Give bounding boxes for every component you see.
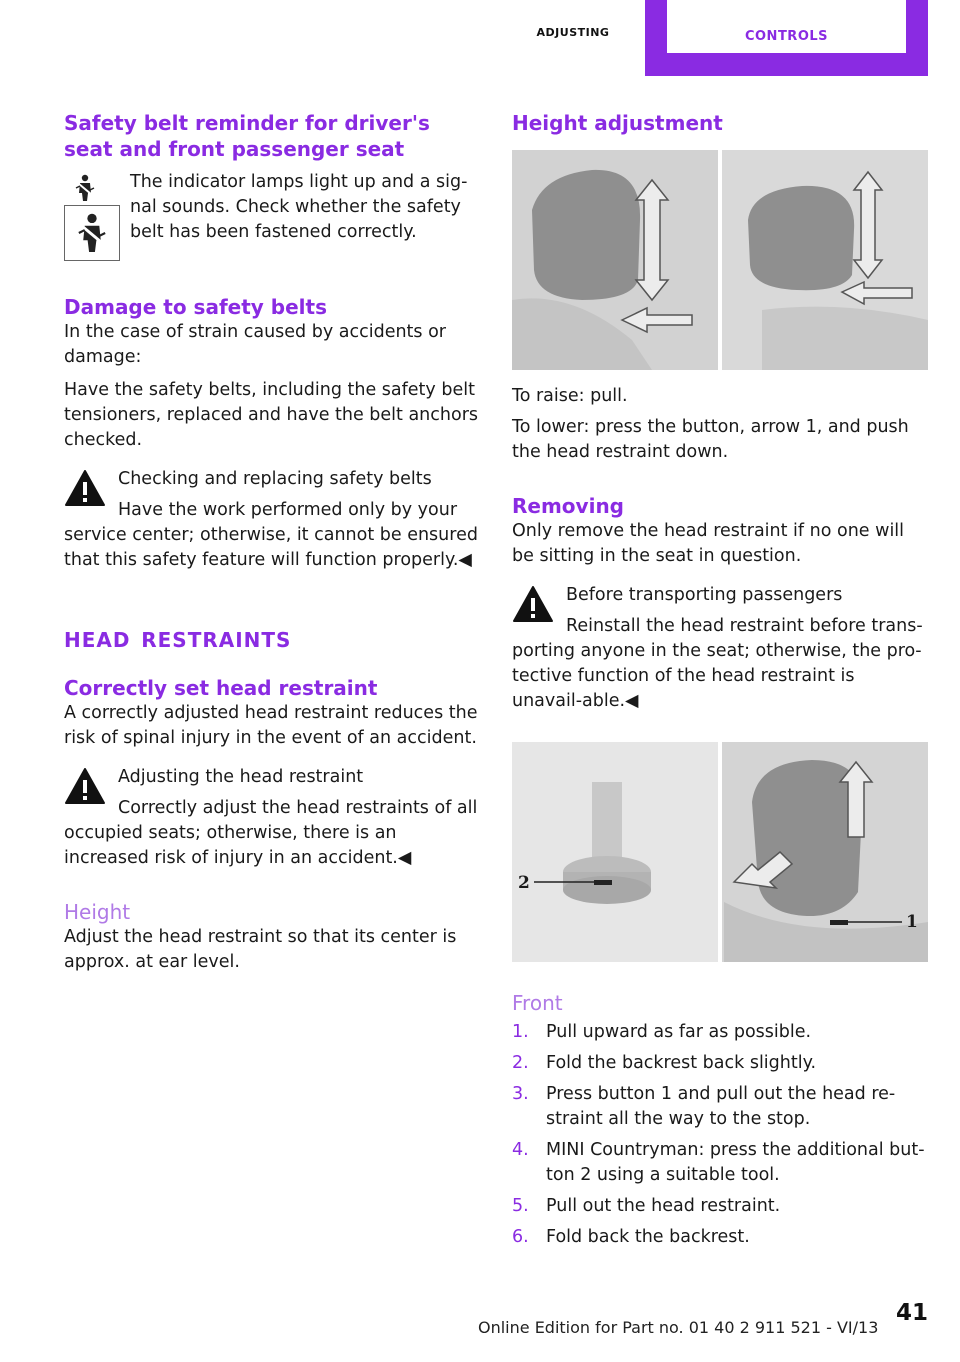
seatbelt-warning-lamp-icon (64, 205, 120, 261)
warning-box-passengers (512, 583, 928, 714)
warning-box-adjusting (64, 765, 480, 871)
head-restraint-height-photo (512, 150, 928, 370)
head-restraint-removal-illustration (512, 742, 928, 962)
removing-heading: Removing (512, 494, 624, 518)
head-restraints-heading: head restraints (64, 621, 292, 654)
list-item-number: 4. (512, 1140, 529, 1160)
list-item-text: MINI Countryman: press the additional but‐ton 2 using a suitable tool. (546, 1140, 925, 1185)
list-item-text: Pull out the head restraint. (546, 1196, 781, 1216)
chapter-tab-label: controls (667, 0, 906, 53)
seatbelt-indicator-icon (72, 174, 98, 202)
footer-edition-text: Online Edition for Part no. 01 40 2 911 521 - VI/13 (478, 1318, 879, 1337)
warning-title-passengers: Before transporting passengers (566, 585, 843, 605)
list-item (512, 1225, 928, 1250)
warning-box-belts (64, 467, 480, 573)
belt-reminder-heading: Safety belt reminder for driver's seat and front passenger seat (64, 111, 430, 161)
list-item (512, 1082, 928, 1132)
removing-text: Only remove the head restraint if no one will be sitting in the seat in question. (512, 521, 905, 566)
head-restraint-removal-photo (512, 742, 928, 962)
head-restraint-height-illustration (512, 150, 928, 370)
list-item (512, 1051, 928, 1076)
warning-title-belts: Checking and replacing safety belts (118, 469, 432, 489)
warning-text-adjusting: Correctly adjust the head restraints of all occupied seats; otherwise, there is an increased risk of injury in an accident.◀ (64, 798, 478, 868)
damage-paragraph-2: Have the safety belts, including the safety belt tensioners, replaced and have the belt anchors checked. (64, 380, 479, 450)
warning-triangle-icon (64, 469, 106, 507)
damage-heading: Damage to safety belts (64, 295, 327, 319)
list-item-number: 6. (512, 1227, 529, 1247)
list-item-number: 5. (512, 1196, 529, 1216)
warning-triangle-icon (64, 767, 106, 805)
photo-callout-1: 1 (906, 912, 918, 932)
belt-reminder-text: The indicator lamps light up and a sig‐nal sounds. Check whether the safety belt has been fastened correctly. (130, 172, 468, 242)
damage-paragraph-1: In the case of strain caused by accidents or damage: (64, 322, 446, 367)
warning-text-belts: Have the work performed only by your service center; otherwise, it cannot be ensured that this safety feature will function properly.◀ (64, 500, 478, 570)
list-item-text: Fold back the backrest. (546, 1227, 750, 1247)
height-text: Adjust the head restraint so that its center is approx. at ear level. (64, 927, 457, 972)
list-item (512, 1138, 928, 1188)
page-number: 41 (896, 1300, 929, 1326)
list-item (512, 1194, 928, 1219)
list-item-number: 2. (512, 1053, 529, 1073)
photo-callout-2: 2 (518, 873, 530, 893)
list-item (512, 1020, 928, 1045)
correct-restraint-heading: Correctly set head restraint (64, 676, 378, 700)
list-item-number: 1. (512, 1022, 529, 1042)
section-tab-adjusting: adjusting (536, 22, 610, 40)
list-item-text: Press button 1 and pull out the head re‐straint all the way to the stop. (546, 1084, 896, 1129)
removal-steps-list (512, 1020, 928, 1250)
belt-reminder-block (64, 170, 480, 266)
right-column (512, 110, 928, 1250)
chapter-tab-controls (645, 0, 928, 76)
front-heading: Front (512, 991, 563, 1015)
list-item-text: Fold the backrest back slightly. (546, 1053, 817, 1073)
height-heading: Height (64, 900, 131, 924)
left-column (64, 110, 480, 975)
warning-triangle-icon (512, 585, 554, 623)
lower-instruction: To lower: press the button, arrow 1, and push the head restraint down. (512, 417, 909, 462)
list-item-number: 3. (512, 1084, 529, 1104)
list-item-text: Pull upward as far as possible. (546, 1022, 812, 1042)
warning-title-adjusting: Adjusting the head restraint (118, 767, 364, 787)
raise-instruction: To raise: pull. (512, 386, 628, 406)
correct-restraint-text: A correctly adjusted head restraint reduces the risk of spinal injury in the event of an accident. (64, 703, 478, 748)
warning-text-passengers: Reinstall the head restraint before trans‐porting anyone in the seat; otherwise, the pro‐tective function of the head restraint is unavail‐able.◀ (512, 616, 923, 711)
height-adjustment-heading: Height adjustment (512, 111, 723, 135)
